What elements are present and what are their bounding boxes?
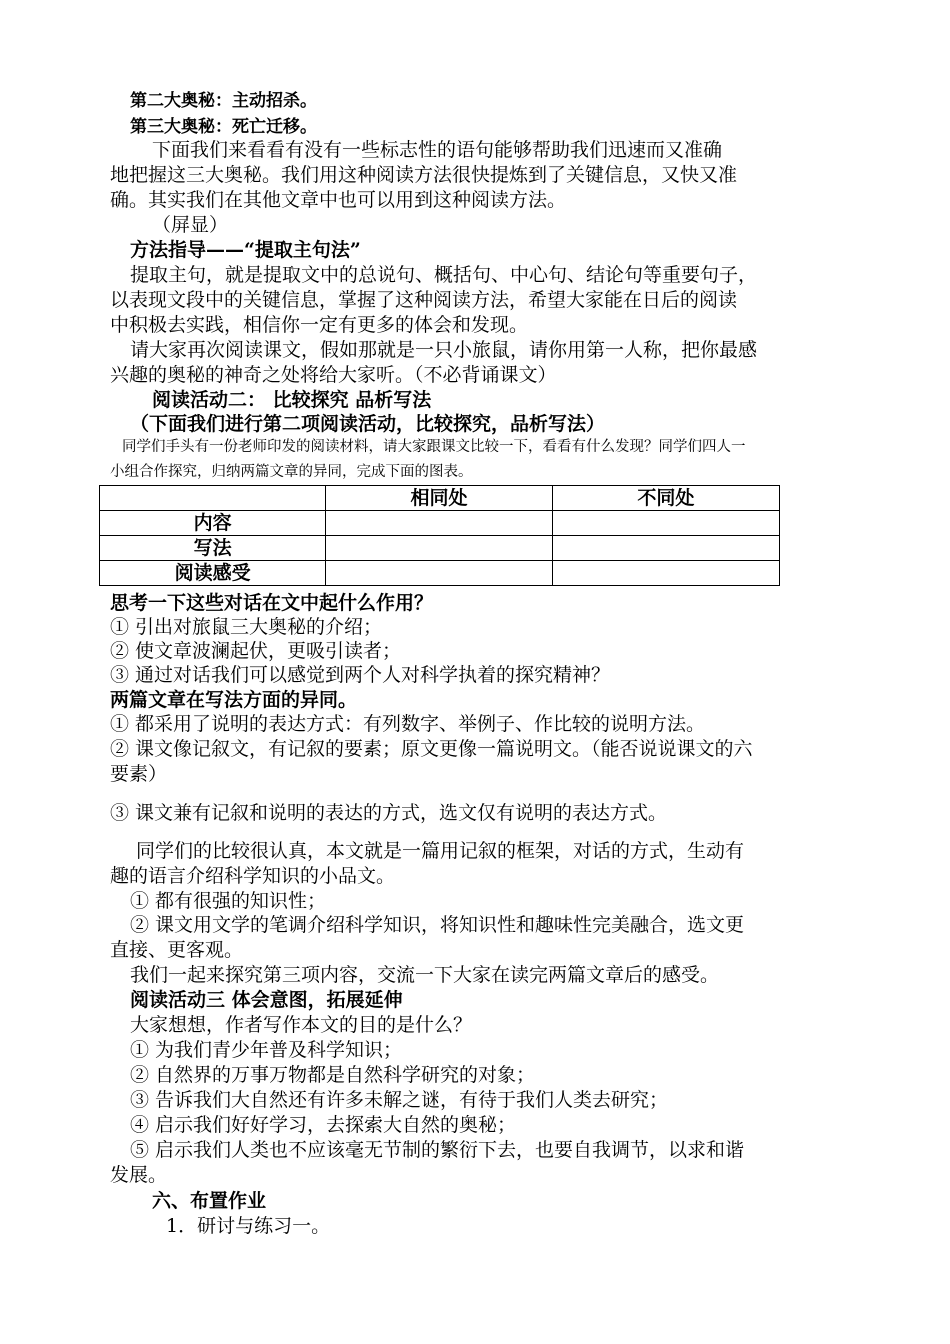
table-row <box>100 536 780 561</box>
activity-three-heading: 阅读活动三 体会意图，拓展延伸 <box>130 989 403 1011</box>
paragraph-line: 请大家再次阅读课文，假如那就是一只小旅鼠，请你用第一人称，把你最感 <box>130 339 758 361</box>
paragraph-line: 兴趣的奥秘的神奇之处将给大家听。（不必背诵课文） <box>110 364 557 386</box>
list-item: ① 引出对旅鼠三大奥秘的介绍； <box>110 616 383 638</box>
table-cell <box>552 511 779 536</box>
list-item-continuation: 发展。 <box>110 1164 168 1186</box>
table-cell <box>326 511 552 536</box>
secret-three-line: 第三大奥秘：死亡迁移。 <box>130 117 317 137</box>
table-row <box>100 511 780 536</box>
table-row-label: 写法 <box>100 536 326 561</box>
table-row-label: 阅读感受 <box>100 561 326 586</box>
table-header-cell: 不同处 <box>552 486 779 511</box>
method-heading: 方法指导——“提取主句法” <box>130 239 361 261</box>
instruction-line: 同学们手头有一份老师印发的阅读材料，请大家跟课文比较一下，看看有什么发现？同学们四人一 <box>122 439 746 455</box>
table-header-cell: 相同处 <box>326 486 552 511</box>
instruction-line: 小组合作探究，归纳两篇文章的异同，完成下面的图表。 <box>110 464 473 480</box>
list-item: ⑤ 启示我们人类也不应该毫无节制的繁衍下去，也要自我调节，以求和谐 <box>130 1139 745 1161</box>
dialogue-question-heading: 思考一下这些对话在文中起什么作用？ <box>110 592 434 614</box>
table-header-row <box>100 486 780 511</box>
list-item: ② 自然界的万事万物都是自然科学研究的对象； <box>130 1064 536 1086</box>
homework-heading: 六、布置作业 <box>152 1190 267 1212</box>
activity-two-heading: 阅读活动二： 比较探究 品析写法 <box>152 389 432 411</box>
table-cell <box>326 561 552 586</box>
homework-item: 1．研讨与练习一。 <box>166 1215 331 1237</box>
paragraph-line: 以表现文段中的关键信息，掌握了这种阅读方法，希望大家能在日后的阅读 <box>110 289 738 311</box>
paragraph-line: 地把握这三大奥秘。我们用这种阅读方法很快提炼到了关键信息，又快又准 <box>110 164 738 186</box>
list-item: ① 都有很强的知识性； <box>130 890 327 912</box>
list-item-continuation: 要素） <box>110 763 168 785</box>
paragraph-line: 提取主句，就是提取文中的总说句、概括句、中心句、结论句等重要句子， <box>130 264 758 286</box>
paragraph-line: 同学们的比较很认真，本文就是一篇用记叙的框架，对话的方式，生动有 <box>136 840 745 862</box>
list-item: ① 为我们青少年普及科学知识； <box>130 1039 403 1061</box>
list-item: ① 都采用了说明的表达方式：有列数字、举例子、作比较的说明方法。 <box>110 713 706 735</box>
paragraph-line: 趣的语言介绍科学知识的小品文。 <box>110 865 396 887</box>
list-item-continuation: 直接、更客观。 <box>110 939 244 961</box>
table-row <box>100 561 780 586</box>
table-row-label: 内容 <box>100 511 326 536</box>
table-cell <box>326 536 552 561</box>
comparison-table <box>99 485 780 586</box>
list-item: ③ 告诉我们大自然还有许多未解之谜，有待于我们人类去研究； <box>130 1089 669 1111</box>
list-item: ② 课文用文学的笔调介绍科学知识，将知识性和趣味性完美融合，选文更 <box>130 914 745 936</box>
paragraph-line: 下面我们来看看有没有一些标志性的语句能够帮助我们迅速而又准确 <box>152 139 723 161</box>
paragraph-line: 中积极去实践，相信你一定有更多的体会和发现。 <box>110 314 529 336</box>
question-line: 大家想想，作者写作本文的目的是什么？ <box>130 1014 473 1036</box>
table-cell <box>552 561 779 586</box>
list-item: ③ 通过对话我们可以感觉到两个人对科学执着的探究精神？ <box>110 664 611 686</box>
list-item: ③ 课文兼有记叙和说明的表达的方式，选文仅有说明的表达方式。 <box>110 802 668 824</box>
table-cell <box>552 536 779 561</box>
writing-comparison-heading: 两篇文章在写法方面的异同。 <box>110 689 358 711</box>
screen-display-note: （屏显） <box>152 214 229 236</box>
list-item: ④ 启示我们好好学习，去探索大自然的奥秘； <box>130 1114 517 1136</box>
paragraph-line: 我们一起来探究第三项内容，交流一下大家在读完两篇文章后的感受。 <box>130 964 720 986</box>
paragraph-line: 确。其实我们在其他文章中也可以用到这种阅读方法。 <box>110 189 567 211</box>
list-item: ② 使文章波澜起伏，更吸引读者； <box>110 640 402 662</box>
activity-two-subheading: （下面我们进行第二项阅读活动，比较探究，品析写法） <box>130 413 606 435</box>
list-item: ② 课文像记叙文，有记叙的要素；原文更像一篇说明文。（能否说说课文的六 <box>110 738 753 760</box>
secret-two-line: 第二大奥秘：主动招杀。 <box>130 91 317 111</box>
table-header-cell <box>100 486 326 511</box>
